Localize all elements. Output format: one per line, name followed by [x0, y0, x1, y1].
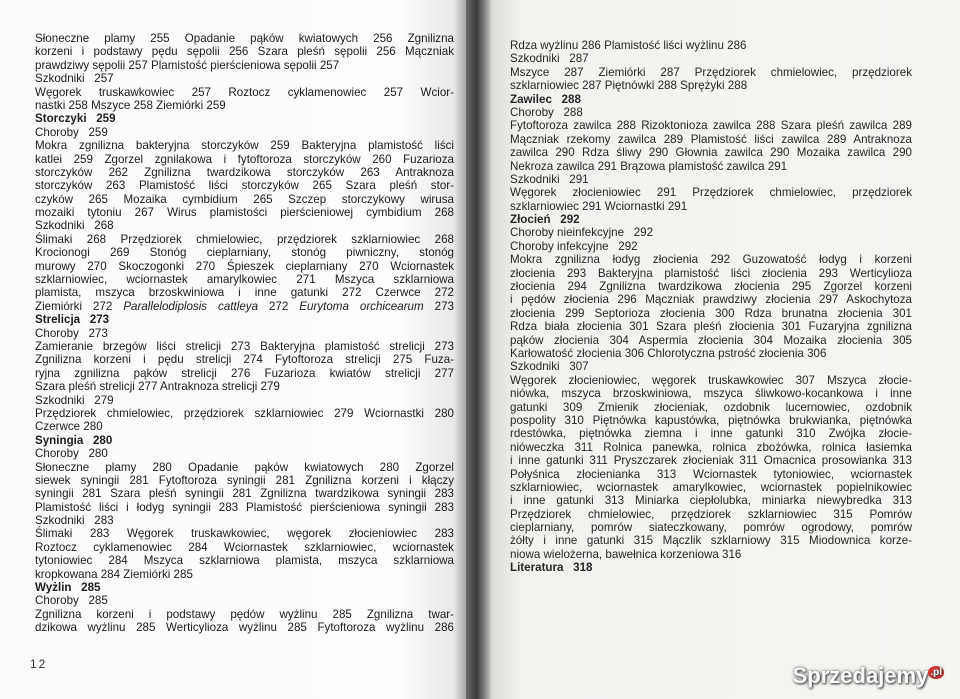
index-line: gatunki 309 Zmienik złocieniak, ozdobnik lucernowiec, ozdobnik [510, 400, 912, 414]
index-line: Mokra zgnilizna łodyg złocienia 292 Guzowatość łodyg i korzeni [510, 253, 912, 267]
index-line: złocienia 293 Bakteryjna plamistość liści złocienia 293 Werticylioza [510, 266, 912, 280]
index-line: niowa wielożerna, bawełnica korzeniowa 316 [510, 547, 742, 561]
index-line: Karłowatość złocienia 306 Chlorotyczna pstrość złocienia 306 [510, 346, 827, 360]
index-line: korzeni i podstawy pędu sępolii 256 Szara pleśń sępolii 256 Mączniak [35, 45, 454, 59]
index-line: niówka, mszyca brzoskwiniowa, mszyca śliwkowo-kocankowa i inne [510, 387, 913, 401]
watermark-text: Sprzedajemy [792, 663, 929, 688]
index-heading: Wyżlin 285 [35, 581, 101, 595]
index-line: Szkodniki 283 [35, 514, 114, 528]
index-line: Choroby 259 [35, 125, 108, 139]
index-line: cieplarniany, pomrów siateczkowany, pomrów ogrodowy, pomrów [510, 521, 912, 535]
index-line: Węgorek truskawkowiec 257 Roztocz cyklamenowiec 257 Wcior- [35, 85, 454, 99]
index-line: Szkodniki 257 [35, 72, 114, 86]
index-line: Szkodniki 268 [35, 219, 114, 233]
index-line: rdestówka, piętnówka ziemna i inne gatunki 310 Zwójka złocie- [510, 427, 913, 441]
index-heading: Strelicja 273 [35, 313, 110, 327]
latin-name: Eurytoma orchicearum [299, 299, 424, 313]
index-line: Choroby 285 [35, 594, 108, 608]
index-line: Fytoftoroza zawilca 288 Rizoktonioza zawilca 288 Szara pleśń zawilca 289 [510, 119, 912, 133]
right-index-column [510, 39, 912, 575]
left-index-column [35, 32, 454, 635]
index-line: Plamistość liści i łodyg syningii 283 Plamistość pierścieniowa syningii 283 [35, 500, 454, 514]
index-line: Zamieranie brzegów liści strelicji 273 Bakteryjna plamistość strelicji 273 [35, 339, 455, 353]
index-line: Szara pleśń strelicji 277 Antraknoza strelicji 279 [35, 380, 280, 394]
index-line: szklarniowiec 291 Wciornastki 291 [510, 199, 688, 213]
index-line: Choroby nieinfekcyjne 292 [510, 226, 654, 240]
index-line: Rdza biała złocienia 301 Szara pleśń złocienia 301 Fuzaryjna zgnilizna [510, 320, 913, 334]
index-line: i pędów złocienia 296 Mączniak prawdziwy złocienia 297 Askochytoza [510, 293, 912, 307]
left-book-page [0, 0, 468, 699]
index-line: Słoneczne plamy 255 Opadanie pąków kwiatowych 256 Zgnilizna [35, 32, 454, 45]
index-line: katlei 259 Zgorzel zgnilakowa i fytoftoroza storczyków 260 Fuzarioza [35, 152, 454, 166]
index-line: tytoniowiec 284 Mszyca szklarniowa plamista, mszyca szklarniowa [35, 554, 454, 568]
index-line: i inne gatunki 311 Pryszczarek złocieniak 311 Omacnica prosowianka 313 [510, 454, 912, 468]
index-line: złocienia 299 Septorioza złocienia 300 Rdza brunatna złocienia 301 [510, 306, 912, 320]
index-line: Choroby 280 [35, 447, 108, 461]
index-heading: Storczyki 259 [35, 112, 116, 126]
index-line: Nekroza zawilca 291 Brązowa plamistość zawilca 291 [510, 159, 788, 173]
index-line: syningii 281 Szara pleśń syningii 281 Zgnilizna twardzikowa syningii 283 [35, 487, 454, 501]
index-text: 273 [423, 299, 454, 313]
page-number: 12 [30, 657, 48, 671]
index-line: żółty i inne gatunki 315 Mączlik szklarniowy 315 Miodownica korze- [510, 534, 912, 548]
index-line: mozaiki tytoniu 267 Wirus plamistości pierścieniowej cymbidium 268 [35, 206, 454, 220]
index-text: Ziemiórki 272 [35, 299, 124, 313]
index-line: prawdziwy sępolii 257 Plamistość pierścieniowa sępolii 257 [35, 58, 340, 72]
book-gutter [466, 0, 492, 699]
index-line: Mokra zgnilizna bakteryjna storczyków 259 Bakteryjna plamistość liści [35, 139, 454, 153]
index-line: Szkodniki 287 [510, 52, 589, 66]
index-line: Czerwce 280 [35, 420, 103, 434]
watermark-logo [793, 663, 944, 689]
index-line: Zgnilizna korzeni i pędu strelicji 274 Fytoftoroza strelicji 275 Fuza- [35, 353, 454, 367]
index-line: szklarniowiec 287 Piętnówki 288 Sprężyki 288 [510, 79, 748, 93]
index-line [35, 300, 454, 313]
index-line: Rdza wyżlinu 286 Plamistość liści wyżlinu 286 [510, 39, 747, 52]
index-line: szklarniowiec, wciornastek amarylkowiec 271 Mszyca szklarniowa [35, 273, 454, 287]
index-line: plamista, mszyca brzoskwiniowa i inne gatunki 272 Czerwce 272 [35, 286, 454, 300]
index-line: Szkodniki 279 [35, 393, 114, 407]
index-line: murowy 270 Skoczogonki 270 Śpieszek cieplarniany 270 Wciornastek [35, 259, 455, 273]
index-line: czyków 265 Mozaika cymbidium 265 Szczep storczykowy wirusa [35, 192, 454, 206]
index-heading: Zawilec 288 [510, 92, 581, 106]
index-line: złocienia 294 Zgnilizna twardzikowa złocienia 295 Zgorzel korzeni [510, 280, 912, 294]
index-line: Choroby 273 [35, 326, 108, 340]
index-line: storczyków 263 Plamistość liści storczyków 265 Szara pleśń stor- [35, 179, 454, 193]
index-line: Mszyce 287 Ziemiórki 287 Przędziorek chmielowiec, przędziorek [510, 65, 912, 79]
index-text: 272 [258, 299, 300, 313]
index-line: Szkodniki 291 [510, 172, 589, 186]
index-line: Choroby infekcyjne 292 [510, 239, 638, 253]
index-line: Krocionogi 269 Stonóg cieplarniany, stonóg piwniczny, stonóg [35, 246, 454, 260]
watermark-suffix: .pl [930, 666, 942, 678]
index-line: dzikowa wyżlinu 285 Werticylioza wyżlinu 285 Fytoftoroza wyżlinu 286 [35, 621, 454, 635]
index-line: nióweczka 311 Rolnica panewka, rolnica zbożówka, rolnica łasiemka [510, 440, 912, 454]
index-line: Węgorek złocieniowiec, węgorek truskawkowiec 307 Mszyca złocie- [510, 373, 912, 387]
index-line: Przędziorek chmielowiec, przędziorek szklarniowiec 315 Pomrów [510, 507, 912, 521]
index-line: ryjna zgnilizna pąków strelicji 276 Fuzarioza kwiatów strelicji 277 [35, 366, 455, 380]
index-line: zawilca 290 Rdza śliwy 290 Głownia zawilca 290 Mozaika zawilca 290 [510, 146, 912, 160]
index-line: Choroby 288 [510, 105, 583, 119]
index-line: Ślimaki 283 Węgorek truskawkowiec, węgorek złocieniowiec 283 [35, 527, 455, 541]
index-line: i inne gatunki 313 Miniarka ciepłolubka, miniarka niewybredka 313 [510, 494, 912, 508]
index-line: Węgorek złocieniowiec 291 Przędziorek chmielowiec, przędziorek [510, 186, 912, 200]
index-line: siewek syningii 281 Fytoftoroza syningii 281 Zgnilizna korzeni i kłączy [35, 473, 454, 487]
index-line: Roztocz cyklamenowiec 284 Wciornastek szklarniowiec, wciornastek [35, 540, 454, 554]
index-line: Mączniak rzekomy zawilca 289 Plamistość liści zawilca 289 Antraknoza [510, 132, 912, 146]
index-line: Ślimaki 268 Przędziorek chmielowiec, przędziorek szklarniowiec 268 [35, 232, 454, 246]
index-line: Zgnilizna korzeni i podstawy pędów wyżlinu 285 Zgnilizna twar- [35, 607, 454, 621]
index-line: Szkodniki 307 [510, 360, 589, 374]
index-line: Przędziorek chmielowiec, przędziorek szklarniowiec 279 Wciornastki 280 [35, 406, 454, 420]
index-line: pospolity 310 Piętnówka kapustówka, piętnówka brukwianka, piętnówka [510, 413, 912, 427]
index-line: pąków złocienia 304 Aspermia złocienia 304 Mozaika złocienia 305 [510, 333, 912, 347]
index-line: szklarniowiec, wciornastek amarylkowiec, wciornastek popielnikowiec [510, 480, 912, 494]
index-heading: Syningia 280 [35, 433, 113, 447]
index-heading: Literatura 318 [510, 561, 593, 575]
latin-name: Parallelodiplosis cattleya [123, 299, 259, 313]
index-heading: Złocień 292 [510, 213, 580, 227]
index-line: Słoneczne plamy 280 Opadanie pąków kwiatowych 280 Zgorzel [35, 460, 454, 474]
index-line: nastki 258 Mszyce 258 Ziemiórki 259 [35, 98, 226, 112]
index-line: storczyków 262 Zgnilizna twardzikowa storczyków 263 Antraknoza [35, 165, 454, 179]
index-line: kropkowana 284 Ziemiórki 285 [35, 567, 193, 581]
right-book-page [492, 0, 960, 699]
index-line: Połyśnica złocienianka 313 Wciornastek tytoniowiec, wciornastek [510, 467, 912, 481]
